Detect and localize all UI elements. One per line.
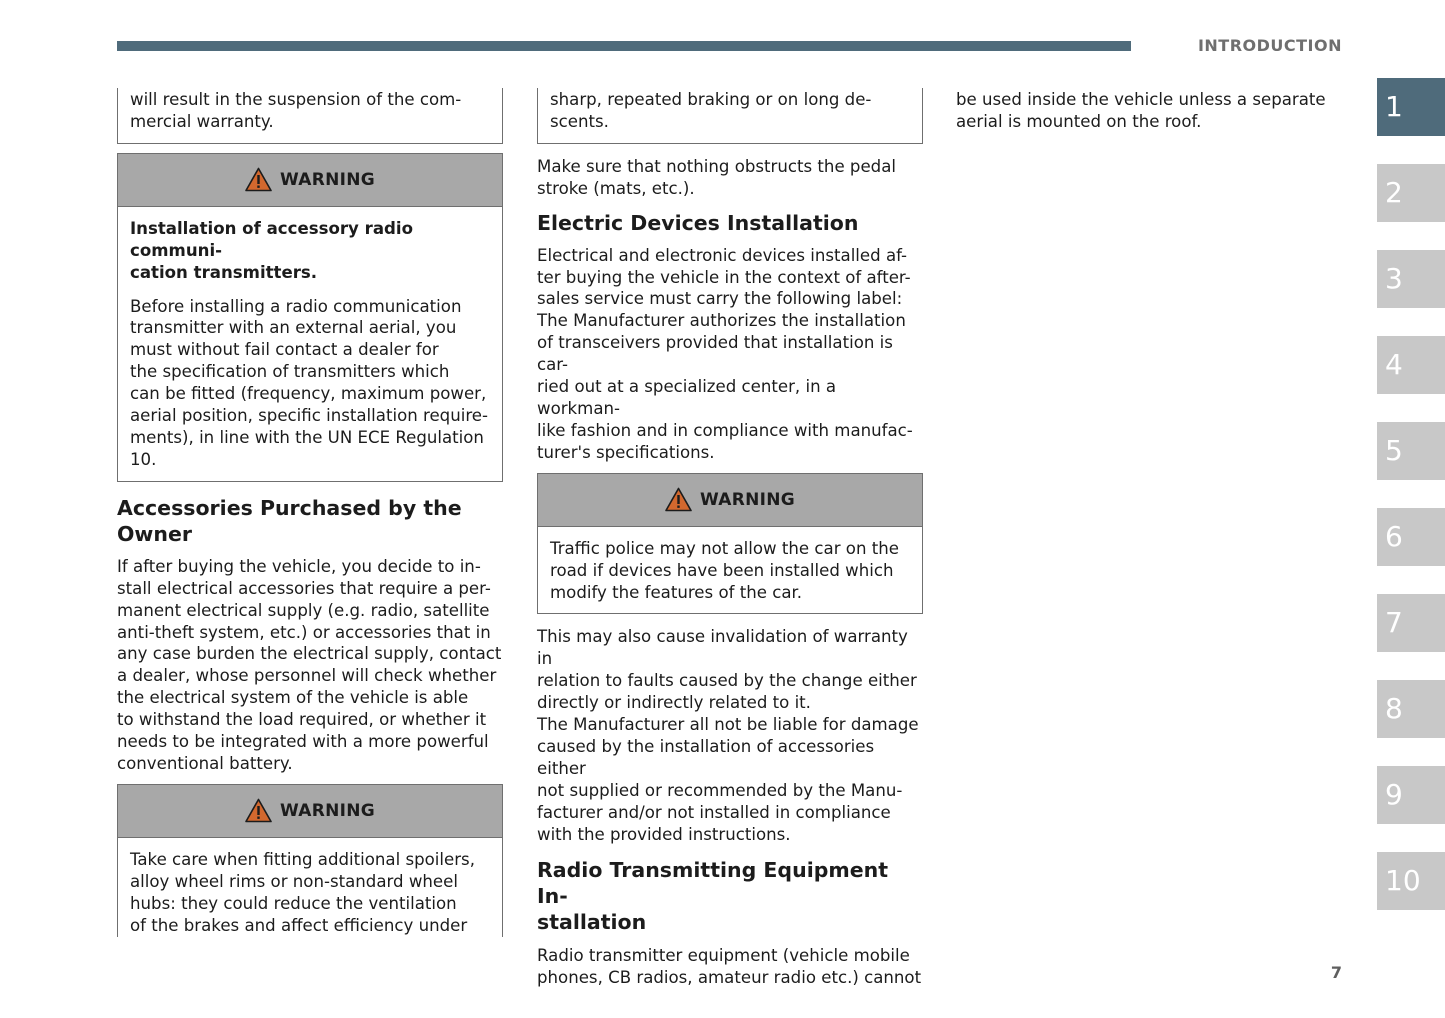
- header-rule: [117, 41, 1131, 51]
- chapter-tab-10[interactable]: 10: [1377, 852, 1445, 910]
- warning-label: WARNING: [279, 169, 376, 190]
- text-line: stroke (mats, etc.).: [537, 178, 695, 198]
- chapter-tab-7[interactable]: 7: [1377, 594, 1445, 652]
- text-line: mercial warranty.: [130, 111, 274, 131]
- text-line: conventional battery.: [117, 753, 293, 773]
- warning-triangle-icon: [665, 487, 692, 512]
- section-heading: Accessories Purchased by the Owner: [117, 495, 462, 546]
- text-line: turer's specifications.: [537, 442, 715, 462]
- text-line: a dealer, whose personnel will check whether: [117, 666, 497, 686]
- text-line: caused by the installation of accessories either: [537, 736, 875, 778]
- text-line: hubs: they could reduce the ventilation: [130, 893, 457, 913]
- paragraph: [117, 556, 503, 775]
- text-line: The Manufacturer all not be liable for damage: [537, 715, 919, 735]
- text-line: manent electrical supply (e.g. radio, satellite: [117, 600, 490, 620]
- text-line: will result in the suspension of the com-: [130, 90, 462, 109]
- text-line: to withstand the load required, or whether it: [117, 710, 487, 730]
- text-line: stall electrical accessories that require a per-: [117, 578, 491, 598]
- text-line: be used inside the vehicle unless a separate: [956, 90, 1326, 109]
- warning-title-line: cation transmitters.: [130, 262, 318, 282]
- text-line: of transceivers provided that installation is car-: [537, 333, 893, 375]
- text-line: Traffic police may not allow the car on the: [550, 538, 899, 558]
- chapter-tab-2[interactable]: 2: [1377, 164, 1445, 222]
- text-line: not supplied or recommended by the Manu-: [537, 780, 903, 800]
- paragraph: [537, 156, 923, 200]
- text-line: of the brakes and affect efficiency under: [130, 915, 468, 935]
- text-line: anti-theft system, etc.) or accessories that in: [117, 622, 491, 642]
- text-line: ter buying the vehicle in the context of after-: [537, 267, 911, 287]
- paragraph: [537, 945, 923, 989]
- text-line: alloy wheel rims or non-standard wheel: [130, 871, 458, 891]
- chapter-tab-3[interactable]: 3: [1377, 250, 1445, 308]
- column-3: [956, 89, 1328, 133]
- text-line: sales service must carry the following label:: [537, 289, 903, 309]
- section-heading: [537, 857, 923, 935]
- heading-line: Radio Transmitting Equipment In-: [537, 858, 889, 909]
- text-line: If after buying the vehicle, you decide to in-: [117, 556, 481, 576]
- warning-triangle-icon: [245, 167, 272, 192]
- text-line: transmitter with an external aerial, you: [130, 318, 457, 338]
- text-line: Electrical and electronic devices installed af-: [537, 245, 908, 265]
- text-line: aerial is mounted on the roof.: [956, 111, 1202, 131]
- text-line: can be fitted (frequency, maximum power,: [130, 384, 487, 404]
- text-line: must without fail contact a dealer for: [130, 340, 439, 360]
- text-line: 10.: [130, 449, 157, 469]
- text-line: This may also cause invalidation of warranty in: [537, 627, 908, 669]
- chapter-tab-6[interactable]: 6: [1377, 508, 1445, 566]
- text-line: phones, CB radios, amateur radio etc.) cannot: [537, 968, 922, 988]
- continued-warning-box: [537, 88, 923, 144]
- heading-line: stallation: [537, 910, 647, 935]
- page-number: 7: [1330, 963, 1342, 982]
- text-line: aerial position, specific installation require-: [130, 406, 488, 426]
- warning-header: [118, 785, 502, 838]
- text-line: ments), in line with the UN ECE Regulation: [130, 427, 484, 447]
- text-line: the electrical system of the vehicle is able: [117, 688, 469, 708]
- text-line: like fashion and in compliance with manufac-: [537, 420, 913, 440]
- text-line: scents.: [550, 111, 609, 131]
- section-title: INTRODUCTION: [1197, 36, 1342, 55]
- warning-box-spoilers: [117, 784, 503, 937]
- text-line: Take care when fitting additional spoilers,: [130, 849, 475, 869]
- text-line: Radio transmitter equipment (vehicle mobile: [537, 946, 910, 966]
- text-line: needs to be integrated with a more powerful: [117, 732, 489, 752]
- warning-header: [538, 474, 922, 527]
- text-line: sharp, repeated braking or on long de-: [550, 90, 872, 109]
- column-2: [537, 88, 923, 989]
- section-heading: Electric Devices Installation: [537, 210, 859, 235]
- warning-box-radio-transmitters: [117, 153, 503, 482]
- text-line: Make sure that nothing obstructs the pedal: [537, 156, 896, 176]
- paragraph: [537, 245, 923, 464]
- chapter-tab-4[interactable]: 4: [1377, 336, 1445, 394]
- warning-label: WARNING: [279, 800, 376, 821]
- text-line: facturer and/or not installed in compliance: [537, 802, 891, 822]
- warning-label: WARNING: [699, 489, 796, 510]
- text-line: ried out at a specialized center, in a workman-: [537, 377, 837, 418]
- chapter-tab-5[interactable]: 5: [1377, 422, 1445, 480]
- text-line: the specification of transmitters which: [130, 362, 450, 382]
- paragraph: [537, 626, 923, 845]
- column-1: [117, 88, 503, 937]
- text-line: with the provided instructions.: [537, 824, 791, 844]
- text-line: relation to faults caused by the change either: [537, 671, 917, 691]
- warning-header: [118, 154, 502, 207]
- text-line: The Manufacturer authorizes the installation: [537, 311, 906, 331]
- chapter-tab-9[interactable]: 9: [1377, 766, 1445, 824]
- text-line: modify the features of the car.: [550, 582, 803, 602]
- text-line: directly or indirectly related to it.: [537, 693, 811, 713]
- text-line: any case burden the electrical supply, contact: [117, 644, 502, 664]
- chapter-tab-1[interactable]: 1: [1377, 78, 1445, 136]
- text-line: Before installing a radio communication: [130, 296, 462, 316]
- warning-title-line: Installation of accessory radio communi-: [130, 218, 413, 260]
- continued-warning-box: [117, 88, 503, 144]
- warning-box-traffic-police: [537, 473, 923, 615]
- chapter-tab-8[interactable]: 8: [1377, 680, 1445, 738]
- text-line: road if devices have been installed which: [550, 560, 894, 580]
- warning-triangle-icon: [245, 798, 272, 823]
